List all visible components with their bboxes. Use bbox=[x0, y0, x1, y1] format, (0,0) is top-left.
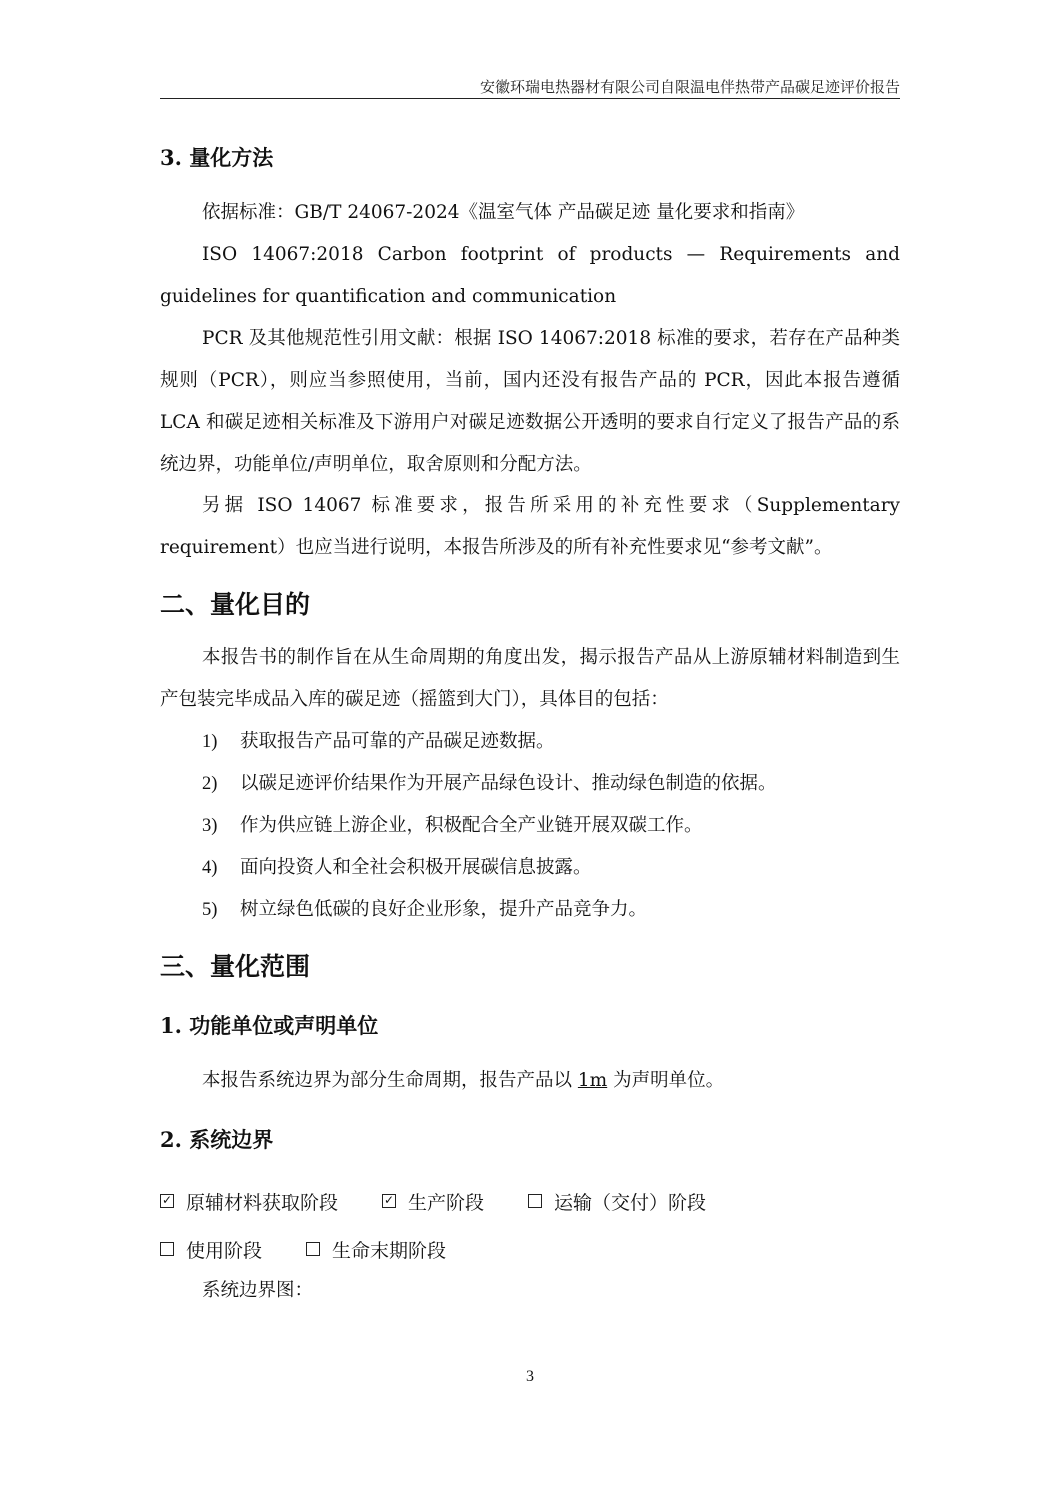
checkbox-unchecked-icon[interactable] bbox=[160, 1242, 174, 1256]
stage-row-2 bbox=[160, 1228, 900, 1270]
checkbox-checked-icon[interactable] bbox=[160, 1194, 174, 1208]
page-header bbox=[160, 74, 900, 99]
list-item: 4) 面向投资人和全社会积极开展碳信息披露。 bbox=[202, 857, 592, 878]
heading-functional-unit: 1. 功能单位或声明单位 bbox=[160, 1013, 379, 1038]
checkbox-unchecked-icon[interactable] bbox=[306, 1242, 320, 1256]
functional-unit-text: 本报告系统边界为部分生命周期，报告产品以 1m 为声明单位。 bbox=[202, 1070, 725, 1091]
stage-row-1 bbox=[160, 1180, 900, 1222]
checkbox-unchecked-icon[interactable] bbox=[528, 1194, 542, 1208]
checkbox-checked-icon[interactable] bbox=[382, 1194, 396, 1208]
purpose-intro: 本报告书的制作旨在从生命周期的角度出发，揭示报告产品从上游原辅材料制造到生产包装完毕成品入库的碳足迹（摇篮到大门），具体目的包括： bbox=[160, 647, 900, 710]
standard-line: 依据标准：GB/T 24067-2024《温室气体 产品碳足迹 量化要求和指南》 bbox=[202, 202, 805, 223]
purpose-list bbox=[160, 721, 900, 931]
declared-unit-value: 1m bbox=[577, 1070, 608, 1091]
supplementary-paragraph: 另据 ISO 14067 标准要求，报告所采用的补充性要求（Supplementary requirement）也应当进行说明，本报告所涉及的所有补充性要求见“参考文献”。 bbox=[160, 495, 900, 558]
list-item: 5) 树立绿色低碳的良好企业形象，提升产品竞争力。 bbox=[202, 899, 648, 920]
stage-production[interactable]: ✓ 生产阶段 bbox=[382, 1188, 484, 1215]
heading-quantification-method: 3. 量化方法 bbox=[160, 145, 274, 170]
list-item: 1) 获取报告产品可靠的产品碳足迹数据。 bbox=[202, 731, 555, 752]
iso-line: ISO 14067:2018 Carbon footprint of products — Requirements and guidelines for quantification and communication bbox=[160, 244, 900, 307]
list-item: 3) 作为供应链上游企业，积极配合全产业链开展双碳工作。 bbox=[202, 815, 703, 836]
heading-quantification-scope: 三、量化范围 bbox=[160, 952, 311, 981]
pcr-paragraph: PCR 及其他规范性引用文献：根据 ISO 14067:2018 标准的要求，若存在产品种类规则（PCR），则应当参照使用，当前，国内还没有报告产品的 PCR，因此本报告遵循 LCA 和碳足迹相关标准及下游用户对碳足迹数据公开透明的要求自行定义了报告产品的系统边界，功能单位/声明单位，取舍原则和分配方法。 bbox=[160, 328, 900, 475]
stage-transport[interactable]: 运输（交付）阶段 bbox=[528, 1188, 706, 1215]
stage-raw-material[interactable]: ✓ 原辅材料获取阶段 bbox=[160, 1188, 338, 1215]
header-title: 安徽环瑞电热器材有限公司自限温电伴热带产品碳足迹评价报告 bbox=[479, 78, 900, 96]
stage-use[interactable]: 使用阶段 bbox=[160, 1236, 262, 1263]
list-item: 2) 以碳足迹评价结果作为开展产品绿色设计、推动绿色制造的依据。 bbox=[202, 773, 777, 794]
heading-quantification-purpose: 二、量化目的 bbox=[160, 590, 311, 619]
heading-system-boundary: 2. 系统边界 bbox=[160, 1127, 274, 1152]
stage-end-of-life[interactable]: 生命末期阶段 bbox=[306, 1236, 446, 1263]
system-boundary-diagram-label: 系统边界图： bbox=[202, 1280, 314, 1301]
page-number: 3 bbox=[526, 1368, 534, 1385]
